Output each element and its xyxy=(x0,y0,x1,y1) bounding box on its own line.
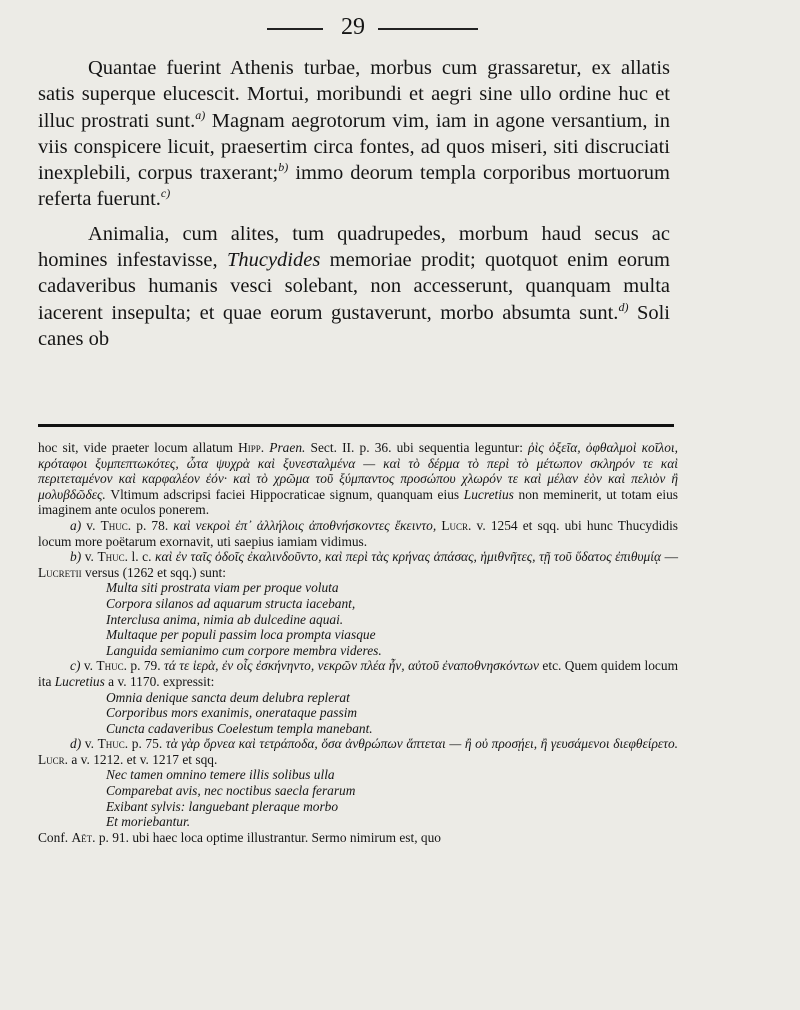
footnote-ref-b: b) xyxy=(278,160,289,175)
footnote-ref-a: a) xyxy=(195,107,206,122)
main-text xyxy=(38,55,670,352)
text-span: Lucretius xyxy=(54,673,105,689)
page-number: 29 xyxy=(341,14,365,40)
verse-line: Nec tamen omnino temere illis solibus ulla xyxy=(106,767,335,783)
greek-quote: ῥὶς ὀξεῖα, ὀφθαλμοὶ κοῖλοι, κρόταφοι ξυμπεπτωκότες, ὦτα ψυχρὰ καὶ ξυνεσταλμένα — καὶ τὸ δέρμα τὸ περὶ τὸ μέτωπον σκληρόν τε καὶ περιτεταμένον καὶ καρφαλέον ἐόν· καὶ τὸ χρῶμα τοῦ ξύμπαντος προσώπου χλωρόν τε καὶ μέλαν ἐὸν καὶ πελιὸν ἢ μολυβδῶδες. xyxy=(38,440,678,502)
verse-quote-b xyxy=(106,580,678,658)
footnote-label: a) xyxy=(70,517,82,533)
text-span: v. xyxy=(80,658,97,674)
text-span: p. 79. xyxy=(126,658,164,674)
footnote-ref-d: d) xyxy=(618,299,629,314)
text-span: Animalia, cum alites, tum quadrupedes, morbum haud secus ac homines infestavisse, xyxy=(38,222,670,272)
verse-line: Omnia denique sancta deum delubra replerat xyxy=(106,689,350,705)
text-span: Thuc. xyxy=(97,736,129,752)
text-span: Lucr. xyxy=(436,517,472,533)
text-span: Lucretii xyxy=(38,564,82,580)
text-span: l. c. xyxy=(127,549,156,565)
text-span: v. xyxy=(81,517,101,533)
greek-quote: καὶ νεκροὶ ἐπ᾽ ἀλλήλοις ἀποθνήσκοντες ἔκειντο, xyxy=(173,517,437,533)
footnote-b xyxy=(38,549,678,580)
text-span: Soli canes ob xyxy=(38,301,670,350)
text-span: hoc sit, vide praeter locum allatum xyxy=(38,440,239,455)
footnote-label: c) xyxy=(70,658,81,674)
greek-quote: καὶ ἐν ταῖς ὁδοῖς ἐκαλινδοῦντο, καὶ περὶ τὰς κρήνας ἁπάσας, ἡμιθνῆτες, τῇ τοῦ ὕδατος ἐπιθυμίᾳ xyxy=(155,549,662,565)
text-span: Thuc. xyxy=(100,517,132,533)
footnote-d xyxy=(38,736,678,767)
text-span: non meminerit, ut totam eius imaginem ante oculos ponerem. xyxy=(38,486,678,518)
text-span: immo deorum templa corporibus mortuorum referta fuerunt. xyxy=(38,162,670,211)
footnote-divider xyxy=(38,424,674,427)
verse-line: Multaque per populi passim loca prompta viasque xyxy=(106,627,376,643)
footnote-ref-c: c) xyxy=(160,186,171,201)
verse-line: Corporibus mors exanimis, onerataque passim xyxy=(106,705,358,721)
verse-quote-c xyxy=(106,690,678,737)
text-span: v. 1254 et sqq. ubi hunc Thucydidis locum more poëtarum exornavit, uti saepius iamiam vidimus. xyxy=(38,517,678,549)
header-rule-left xyxy=(267,28,323,30)
verse-line: Multa siti prostrata viam per proque voluta xyxy=(106,580,339,596)
text-span: Lucr. xyxy=(38,751,69,767)
verse-line: Interclusa anima, nimia ab dulcedine aquai. xyxy=(106,611,344,627)
text-span: Conf. xyxy=(38,829,72,845)
header-rule-right xyxy=(378,28,478,30)
text-span: Sect. II. p. 36. ubi sequentia leguntur: xyxy=(305,440,529,455)
text-span: a v. 1170. expressit: xyxy=(104,673,215,689)
text-span: etc. Quem quidem locum ita xyxy=(38,658,678,689)
footnote-label: d) xyxy=(70,736,82,752)
text-span: a v. 1212. et v. 1217 et sqq. xyxy=(68,751,218,767)
footnote-a xyxy=(38,518,678,549)
paragraph-1 xyxy=(38,55,670,213)
text-span: Lucretius xyxy=(463,486,514,502)
text-span: Aët. xyxy=(71,829,96,845)
text-span: Vltimum adscripsi faciei Hippocraticae signum, quanquam eius xyxy=(105,486,464,502)
text-span: v. xyxy=(81,736,98,752)
text-span: Thuc. xyxy=(97,549,128,565)
text-span: — xyxy=(661,549,678,565)
text-span: memoriae prodit; quotquot enim eorum cadaveribus humanis vesci solebant, non accesserunt, quanquam multa iacerent insepulta; et quae eorum gustaverunt, morbo absumta sunt. xyxy=(38,249,670,324)
text-span: Thuc. xyxy=(96,658,127,674)
greek-quote: τά τε ἱερὰ, ἐν οἷς ἐσκήνηντο, νεκρῶν πλέα ἦν, αὐτοῦ ἐναποθνησκόντων xyxy=(164,658,539,674)
footnote-conf xyxy=(38,830,678,846)
author-name: Thucydides xyxy=(226,249,321,272)
footnote-label: b) xyxy=(70,549,82,565)
text-span: versus (1262 et sqq.) sunt: xyxy=(81,564,226,580)
verse-line: Languida semianimo cum corpore membra videres. xyxy=(106,642,382,658)
greek-quote: τὰ γὰρ ὄρνεα καὶ τετράποδα, ὅσα ἀνθρώπων ἅπτεται — ἢ οὐ προσῄει, ἢ γευσάμενοι διεφθείρετο. xyxy=(165,736,678,752)
verse-line: Comparebat avis, nec noctibus saecla ferarum xyxy=(106,783,356,799)
page-header xyxy=(0,12,800,42)
footnote-continuation xyxy=(38,440,678,518)
verse-quote-d xyxy=(106,767,678,829)
footnotes xyxy=(38,440,678,845)
text-span: p. 78. xyxy=(131,517,174,533)
text-span: Quantae fuerint Athenis turbae, morbus cum grassaretur, ex allatis satis superque elucescit. Mortui, moribundi et aegri sine ullo ordine huc et illuc prostrati sunt. xyxy=(38,57,670,132)
text-span: v. xyxy=(81,549,98,565)
text-span: Praen. xyxy=(264,440,306,455)
verse-line: Exibant sylvis: languebant pleraque morbo xyxy=(106,798,339,814)
text-span: Magnam aegrotorum vim, iam in agone versantium, in viis conspicere licuit, praesertim circa fontes, ad quos miseri, siti discruciati inexplebili, corpus traxerant; xyxy=(38,109,670,185)
verse-line: Corpora silanos ad aquarum structa iacebant, xyxy=(106,595,356,611)
text-span: p. 75. xyxy=(128,736,166,752)
text-span: p. 91. ubi haec loca optime illustrantur. Sermo nimirum est, quo xyxy=(95,829,441,845)
verse-line: Cuncta cadaveribus Coelestum templa manebant. xyxy=(106,720,373,736)
paragraph-2 xyxy=(38,221,670,352)
footnote-c xyxy=(38,658,678,689)
text-span: Hipp. xyxy=(238,440,265,455)
verse-line: Et moriebantur. xyxy=(106,814,191,830)
